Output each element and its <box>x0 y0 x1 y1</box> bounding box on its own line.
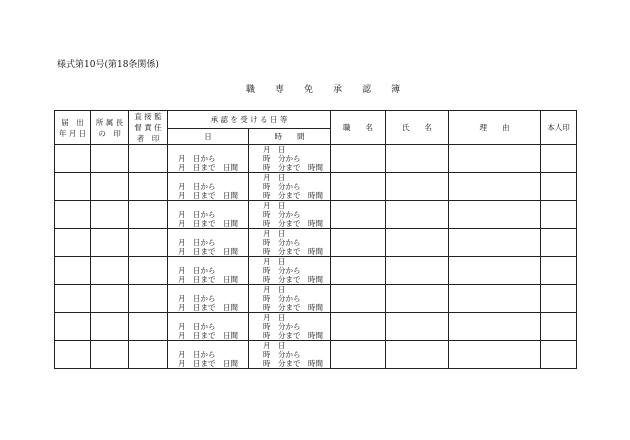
dept-head-seal-cell <box>91 201 129 229</box>
supervisor-seal-cell <box>129 173 168 201</box>
time-from-text: 時 分から <box>263 294 301 303</box>
date-from-text: 月 日から <box>178 294 216 303</box>
date-cell <box>168 145 249 173</box>
table-row <box>55 313 577 341</box>
date-until-text: 月 日まで 日間 <box>178 303 238 312</box>
date-cell <box>168 229 249 257</box>
time-date-text: 月 日 <box>263 341 286 350</box>
dept-head-seal-cell <box>91 341 129 369</box>
name-cell <box>386 173 449 201</box>
title-char: 専 <box>275 85 285 95</box>
header-time: 時 間 <box>249 129 331 145</box>
dept-head-seal-cell <box>91 285 129 313</box>
time-cell <box>249 229 331 257</box>
table-row <box>55 257 577 285</box>
position-cell <box>331 285 386 313</box>
date-from-text: 月 日から <box>178 210 216 219</box>
time-from-text: 時 分から <box>263 266 301 275</box>
time-from-text: 時 分から <box>263 238 301 247</box>
header-name: 氏 名 <box>386 111 449 145</box>
time-cell <box>249 285 331 313</box>
date-cell <box>168 285 249 313</box>
time-until-text: 時 分まで 時間 <box>263 219 323 228</box>
date-cell <box>168 313 249 341</box>
signature-cell <box>541 313 577 341</box>
reason-cell <box>449 341 541 369</box>
time-cell <box>249 173 331 201</box>
title-char: 職 <box>246 85 256 95</box>
reason-cell <box>449 313 541 341</box>
time-date-text: 月 日 <box>263 229 286 238</box>
position-cell <box>331 341 386 369</box>
filing-date-cell <box>55 341 91 369</box>
date-until-text: 月 日まで 日間 <box>178 247 238 256</box>
reason-cell <box>449 145 541 173</box>
header-reason: 理 由 <box>449 111 541 145</box>
title-char: 認 <box>362 85 372 95</box>
dept-head-seal-cell <box>91 145 129 173</box>
reason-cell <box>449 229 541 257</box>
position-cell <box>331 313 386 341</box>
name-cell <box>386 313 449 341</box>
dept-head-seal-cell <box>91 173 129 201</box>
dept-head-seal-cell <box>91 257 129 285</box>
time-until-text: 時 分まで 時間 <box>263 303 323 312</box>
table-row <box>55 145 577 173</box>
date-cell <box>168 173 249 201</box>
date-from-text: 月 日から <box>178 266 216 275</box>
name-cell <box>386 229 449 257</box>
header-signature: 本人印 <box>541 111 577 145</box>
reason-cell <box>449 285 541 313</box>
header-approval-group: 承 認 を 受 け る 日 等 <box>168 111 331 129</box>
table-row <box>55 341 577 369</box>
date-until-text: 月 日まで 日間 <box>178 163 238 172</box>
name-cell <box>386 257 449 285</box>
header-position: 職 名 <box>331 111 386 145</box>
supervisor-seal-cell <box>129 341 168 369</box>
filing-date-cell <box>55 201 91 229</box>
time-from-text: 時 分から <box>263 350 301 359</box>
name-cell <box>386 145 449 173</box>
position-cell <box>331 201 386 229</box>
filing-date-cell <box>55 145 91 173</box>
time-until-text: 時 分まで 時間 <box>263 191 323 200</box>
form-number: 様式第10号(第18条関係) <box>57 60 159 70</box>
filing-date-cell <box>55 285 91 313</box>
position-cell <box>331 229 386 257</box>
supervisor-seal-cell <box>129 229 168 257</box>
time-date-text: 月 日 <box>263 201 286 210</box>
reason-cell <box>449 257 541 285</box>
date-from-text: 月 日から <box>178 350 216 359</box>
position-cell <box>331 257 386 285</box>
header-supervisor-seal: 直 接 監 督 責 任 者 印 <box>129 111 168 145</box>
date-from-text: 月 日から <box>178 182 216 191</box>
dept-head-seal-cell <box>91 313 129 341</box>
signature-cell <box>541 173 577 201</box>
time-until-text: 時 分まで 時間 <box>263 163 323 172</box>
supervisor-seal-cell <box>129 145 168 173</box>
time-from-text: 時 分から <box>263 322 301 331</box>
time-cell <box>249 257 331 285</box>
time-until-text: 時 分まで 時間 <box>263 275 323 284</box>
table-row <box>55 201 577 229</box>
date-until-text: 月 日まで 日間 <box>178 219 238 228</box>
signature-cell <box>541 145 577 173</box>
title-char: 簿 <box>391 85 401 95</box>
time-cell <box>249 341 331 369</box>
document-title <box>246 82 420 95</box>
time-date-text: 月 日 <box>263 313 286 322</box>
time-date-text: 月 日 <box>263 145 286 154</box>
signature-cell <box>541 201 577 229</box>
supervisor-seal-cell <box>129 257 168 285</box>
time-cell <box>249 145 331 173</box>
signature-cell <box>541 341 577 369</box>
date-until-text: 月 日まで 日間 <box>178 359 238 368</box>
date-cell <box>168 257 249 285</box>
time-cell <box>249 201 331 229</box>
time-until-text: 時 分まで 時間 <box>263 331 323 340</box>
header-dept-head-seal: 所 属 長 の 印 <box>91 111 129 145</box>
reason-cell <box>449 201 541 229</box>
header-filing-date: 届 出 年 月 日 <box>55 111 91 145</box>
name-cell <box>386 341 449 369</box>
time-date-text: 月 日 <box>263 285 286 294</box>
date-from-text: 月 日から <box>178 322 216 331</box>
table-row <box>55 229 577 257</box>
dept-head-seal-cell <box>91 229 129 257</box>
supervisor-seal-cell <box>129 201 168 229</box>
name-cell <box>386 201 449 229</box>
header-date: 日 <box>168 129 249 145</box>
time-until-text: 時 分まで 時間 <box>263 359 323 368</box>
table-row <box>55 173 577 201</box>
date-until-text: 月 日まで 日間 <box>178 331 238 340</box>
filing-date-cell <box>55 173 91 201</box>
time-until-text: 時 分まで 時間 <box>263 247 323 256</box>
supervisor-seal-cell <box>129 313 168 341</box>
approval-register-table <box>54 110 577 369</box>
signature-cell <box>541 229 577 257</box>
signature-cell <box>541 257 577 285</box>
filing-date-cell <box>55 229 91 257</box>
time-from-text: 時 分から <box>263 154 301 163</box>
filing-date-cell <box>55 257 91 285</box>
title-char: 免 <box>304 85 314 95</box>
position-cell <box>331 145 386 173</box>
date-from-text: 月 日から <box>178 154 216 163</box>
time-date-text: 月 日 <box>263 257 286 266</box>
date-until-text: 月 日まで 日間 <box>178 275 238 284</box>
signature-cell <box>541 285 577 313</box>
date-until-text: 月 日まで 日間 <box>178 191 238 200</box>
name-cell <box>386 285 449 313</box>
position-cell <box>331 173 386 201</box>
time-cell <box>249 313 331 341</box>
date-cell <box>168 341 249 369</box>
date-from-text: 月 日から <box>178 238 216 247</box>
title-char: 承 <box>333 85 343 95</box>
time-from-text: 時 分から <box>263 210 301 219</box>
table-row <box>55 285 577 313</box>
filing-date-cell <box>55 313 91 341</box>
time-date-text: 月 日 <box>263 173 286 182</box>
supervisor-seal-cell <box>129 285 168 313</box>
time-from-text: 時 分から <box>263 182 301 191</box>
date-cell <box>168 201 249 229</box>
reason-cell <box>449 173 541 201</box>
